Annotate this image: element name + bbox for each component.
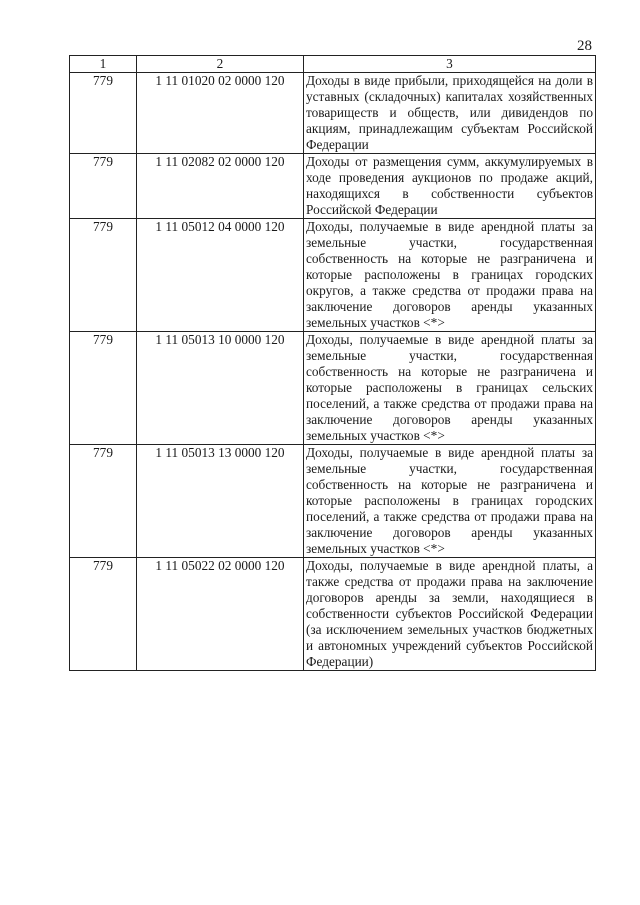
column-header-3: 3 xyxy=(304,56,596,73)
page-number: 28 xyxy=(577,38,592,54)
admin-code-cell: 779 xyxy=(70,445,137,558)
revenue-name-cell: Доходы от размещения сумм, аккумулируемых в ходе проведения аукционов по продаже акций, находящихся в собственности субъектов Российской Федерации xyxy=(304,154,596,219)
table-row xyxy=(70,219,596,332)
budget-code-cell: 1 11 01020 02 0000 120 xyxy=(137,73,304,154)
table-row xyxy=(70,332,596,445)
budget-code-cell: 1 11 05012 04 0000 120 xyxy=(137,219,304,332)
revenue-name-cell: Доходы, получаемые в виде арендной платы за земельные участки, государственная собственность на которые не разграничена и которые расположены в границах городских поселений, а также средства от продажи права на заключение договоров аренды указанных земельных участков <*> xyxy=(304,445,596,558)
revenue-name-cell: Доходы, получаемые в виде арендной платы за земельные участки, государственная собственность на которые не разграничена и которые расположены в границах сельских поселений, а также средства от продажи права на заключение договоров аренды указанных земельных участков <*> xyxy=(304,332,596,445)
revenue-name-cell: Доходы, получаемые в виде арендной платы за земельные участки, государственная собственность на которые не разграничена и которые расположены в границах городских округов, а также средства от продажи права на заключение договоров аренды указанных земельных участков <*> xyxy=(304,219,596,332)
table-row xyxy=(70,445,596,558)
admin-code-cell: 779 xyxy=(70,219,137,332)
column-header-1: 1 xyxy=(70,56,137,73)
budget-code-cell: 1 11 05022 02 0000 120 xyxy=(137,558,304,671)
admin-code-cell: 779 xyxy=(70,73,137,154)
revenue-name-cell: Доходы, получаемые в виде арендной платы, а также средства от продажи права на заключение договоров аренды за земли, находящиеся в собственности субъектов Российской Федерации (за исключением земельных участков бюджетных и автономных учреждений субъектов Российской Федерации) xyxy=(304,558,596,671)
budget-code-cell: 1 11 05013 13 0000 120 xyxy=(137,445,304,558)
table-row xyxy=(70,73,596,154)
column-header-2: 2 xyxy=(137,56,304,73)
table-header-row xyxy=(70,56,596,73)
revenue-name-cell: Доходы в виде прибыли, приходящейся на доли в уставных (складочных) капиталах хозяйственных товариществ и обществ, или дивидендов по акциям, принадлежащим субъектам Российской Федерации xyxy=(304,73,596,154)
admin-code-cell: 779 xyxy=(70,558,137,671)
table-row xyxy=(70,558,596,671)
budget-code-cell: 1 11 05013 10 0000 120 xyxy=(137,332,304,445)
table-row xyxy=(70,154,596,219)
budget-code-cell: 1 11 02082 02 0000 120 xyxy=(137,154,304,219)
admin-code-cell: 779 xyxy=(70,332,137,445)
admin-code-cell: 779 xyxy=(70,154,137,219)
revenue-codes-table xyxy=(69,55,596,671)
